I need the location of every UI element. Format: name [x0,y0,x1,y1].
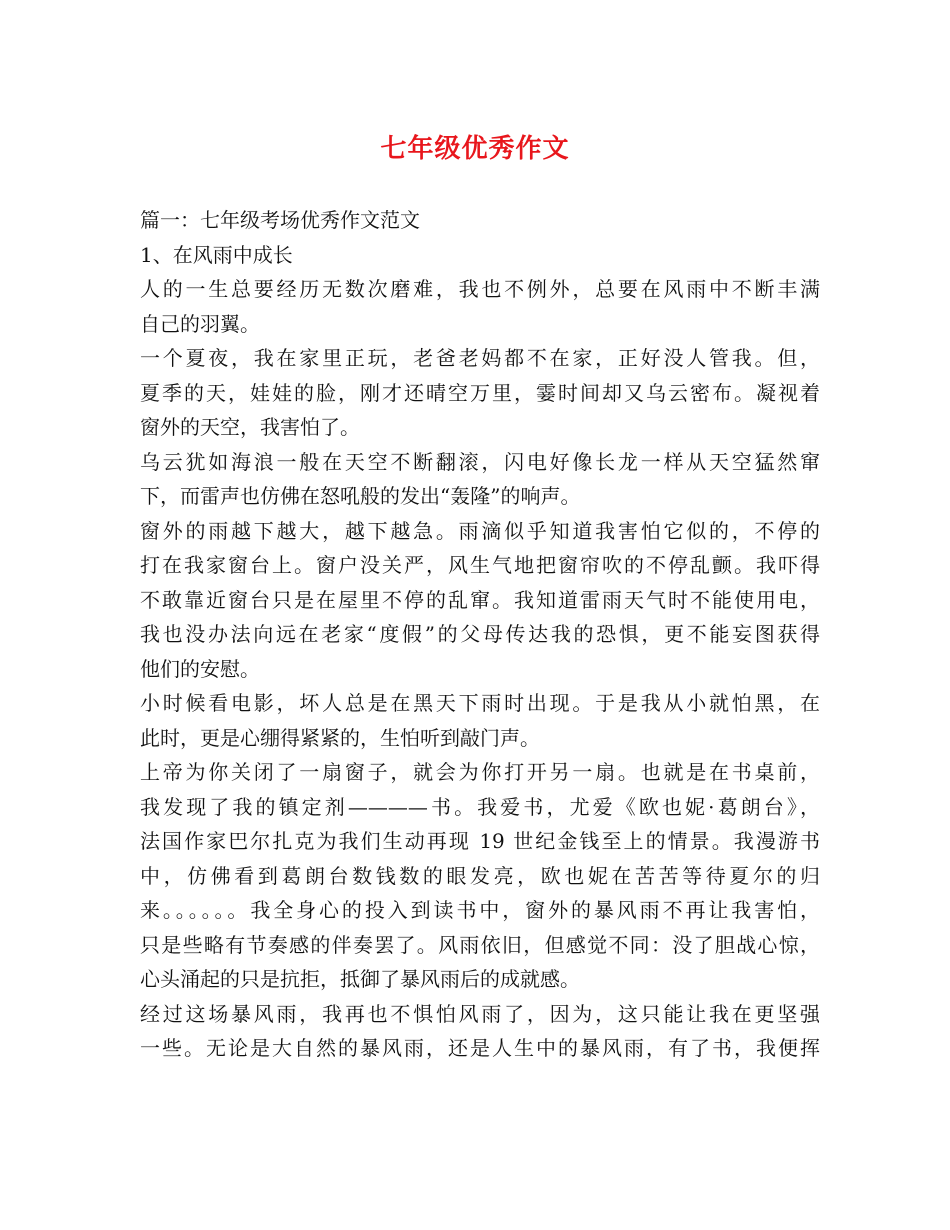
text-line: 心头涌起的只是抗拒，抵御了暴风雨后的成就感。 [140,967,580,991]
text-line: 小时候看电影，坏人总是在黑天下雨时出现。于是我从小就怕黑，在 [140,691,820,715]
text-line: 一些。无论是大自然的暴风雨，还是人生中的暴风雨，有了书，我便挥 [140,1036,820,1060]
text-line: 我发现了我的镇定剂————书。我爱书，尤爱《欧也妮·葛朗台》， [140,794,820,819]
text-line: 人的一生总要经历无数次磨难，我也不例外，总要在风雨中不断丰满 [140,277,820,301]
text-line: 窗外的雨越下越大，越下越急。雨滴似乎知道我害怕它似的，不停的 [140,518,820,543]
text-line: 我也没办法向远在老家“度假”的父母传达我的恐惧，更不能妄图获得 [140,622,820,646]
text-line: 下，而雷声也仿佛在怒吼般的发出“轰隆”的响声。 [140,484,581,508]
text-line: 一个夏夜，我在家里正玩，老爸老妈都不在家，正好没人管我。但， [140,346,820,370]
document-body [140,203,820,1066]
text-line: 法国作家巴尔扎克为我们生动再现 19 世纪金钱至上的情景。我漫游书 [140,829,820,853]
text-line: 只是些略有节奏感的伴奏罢了。风雨依旧，但感觉不同：没了胆战心惊， [140,932,820,957]
text-line: 自己的羽翼。 [140,311,260,336]
text-line: 打在我家窗台上。窗户没关严，风生气地把窗帘吹的不停乱颤。我吓得 [140,553,820,577]
document-title: 七年级优秀作文 [380,134,570,164]
text-line: 他们的安慰。 [140,656,260,681]
text-line: 夏季的天，娃娃的脸，刚才还晴空万里，霎时间却又乌云密布。凝视着 [140,380,820,405]
text-line: 窗外的天空，我害怕了。 [140,415,360,439]
text-line: 中，仿佛看到葛朗台数钱数的眼发亮，欧也妮在苦苦等待夏尔的归 [140,863,820,888]
text-line: 来。。。。。。我全身心的投入到读书中，窗外的暴风雨不再让我害怕， [140,898,820,922]
text-line: 1、在风雨中成长 [140,242,293,267]
text-line: 上帝为你关闭了一扇窗子，就会为你打开另一扇。也就是在书桌前， [140,760,820,784]
text-line: 不敢靠近窗台只是在屋里不停的乱窜。我知道雷雨天气时不能使用电， [140,587,820,612]
text-line: 此时，更是心绷得紧紧的，生怕听到敲门声。 [140,725,540,750]
text-line: 经过这场暴风雨，我再也不惧怕风雨了，因为，这只能让我在更坚强 [140,1001,820,1026]
text-line: 篇一：七年级考场优秀作文范文 [140,208,420,232]
text-line: 乌云犹如海浪一般在天空不断翻滚，闪电好像长龙一样从天空猛然窜 [140,449,820,474]
